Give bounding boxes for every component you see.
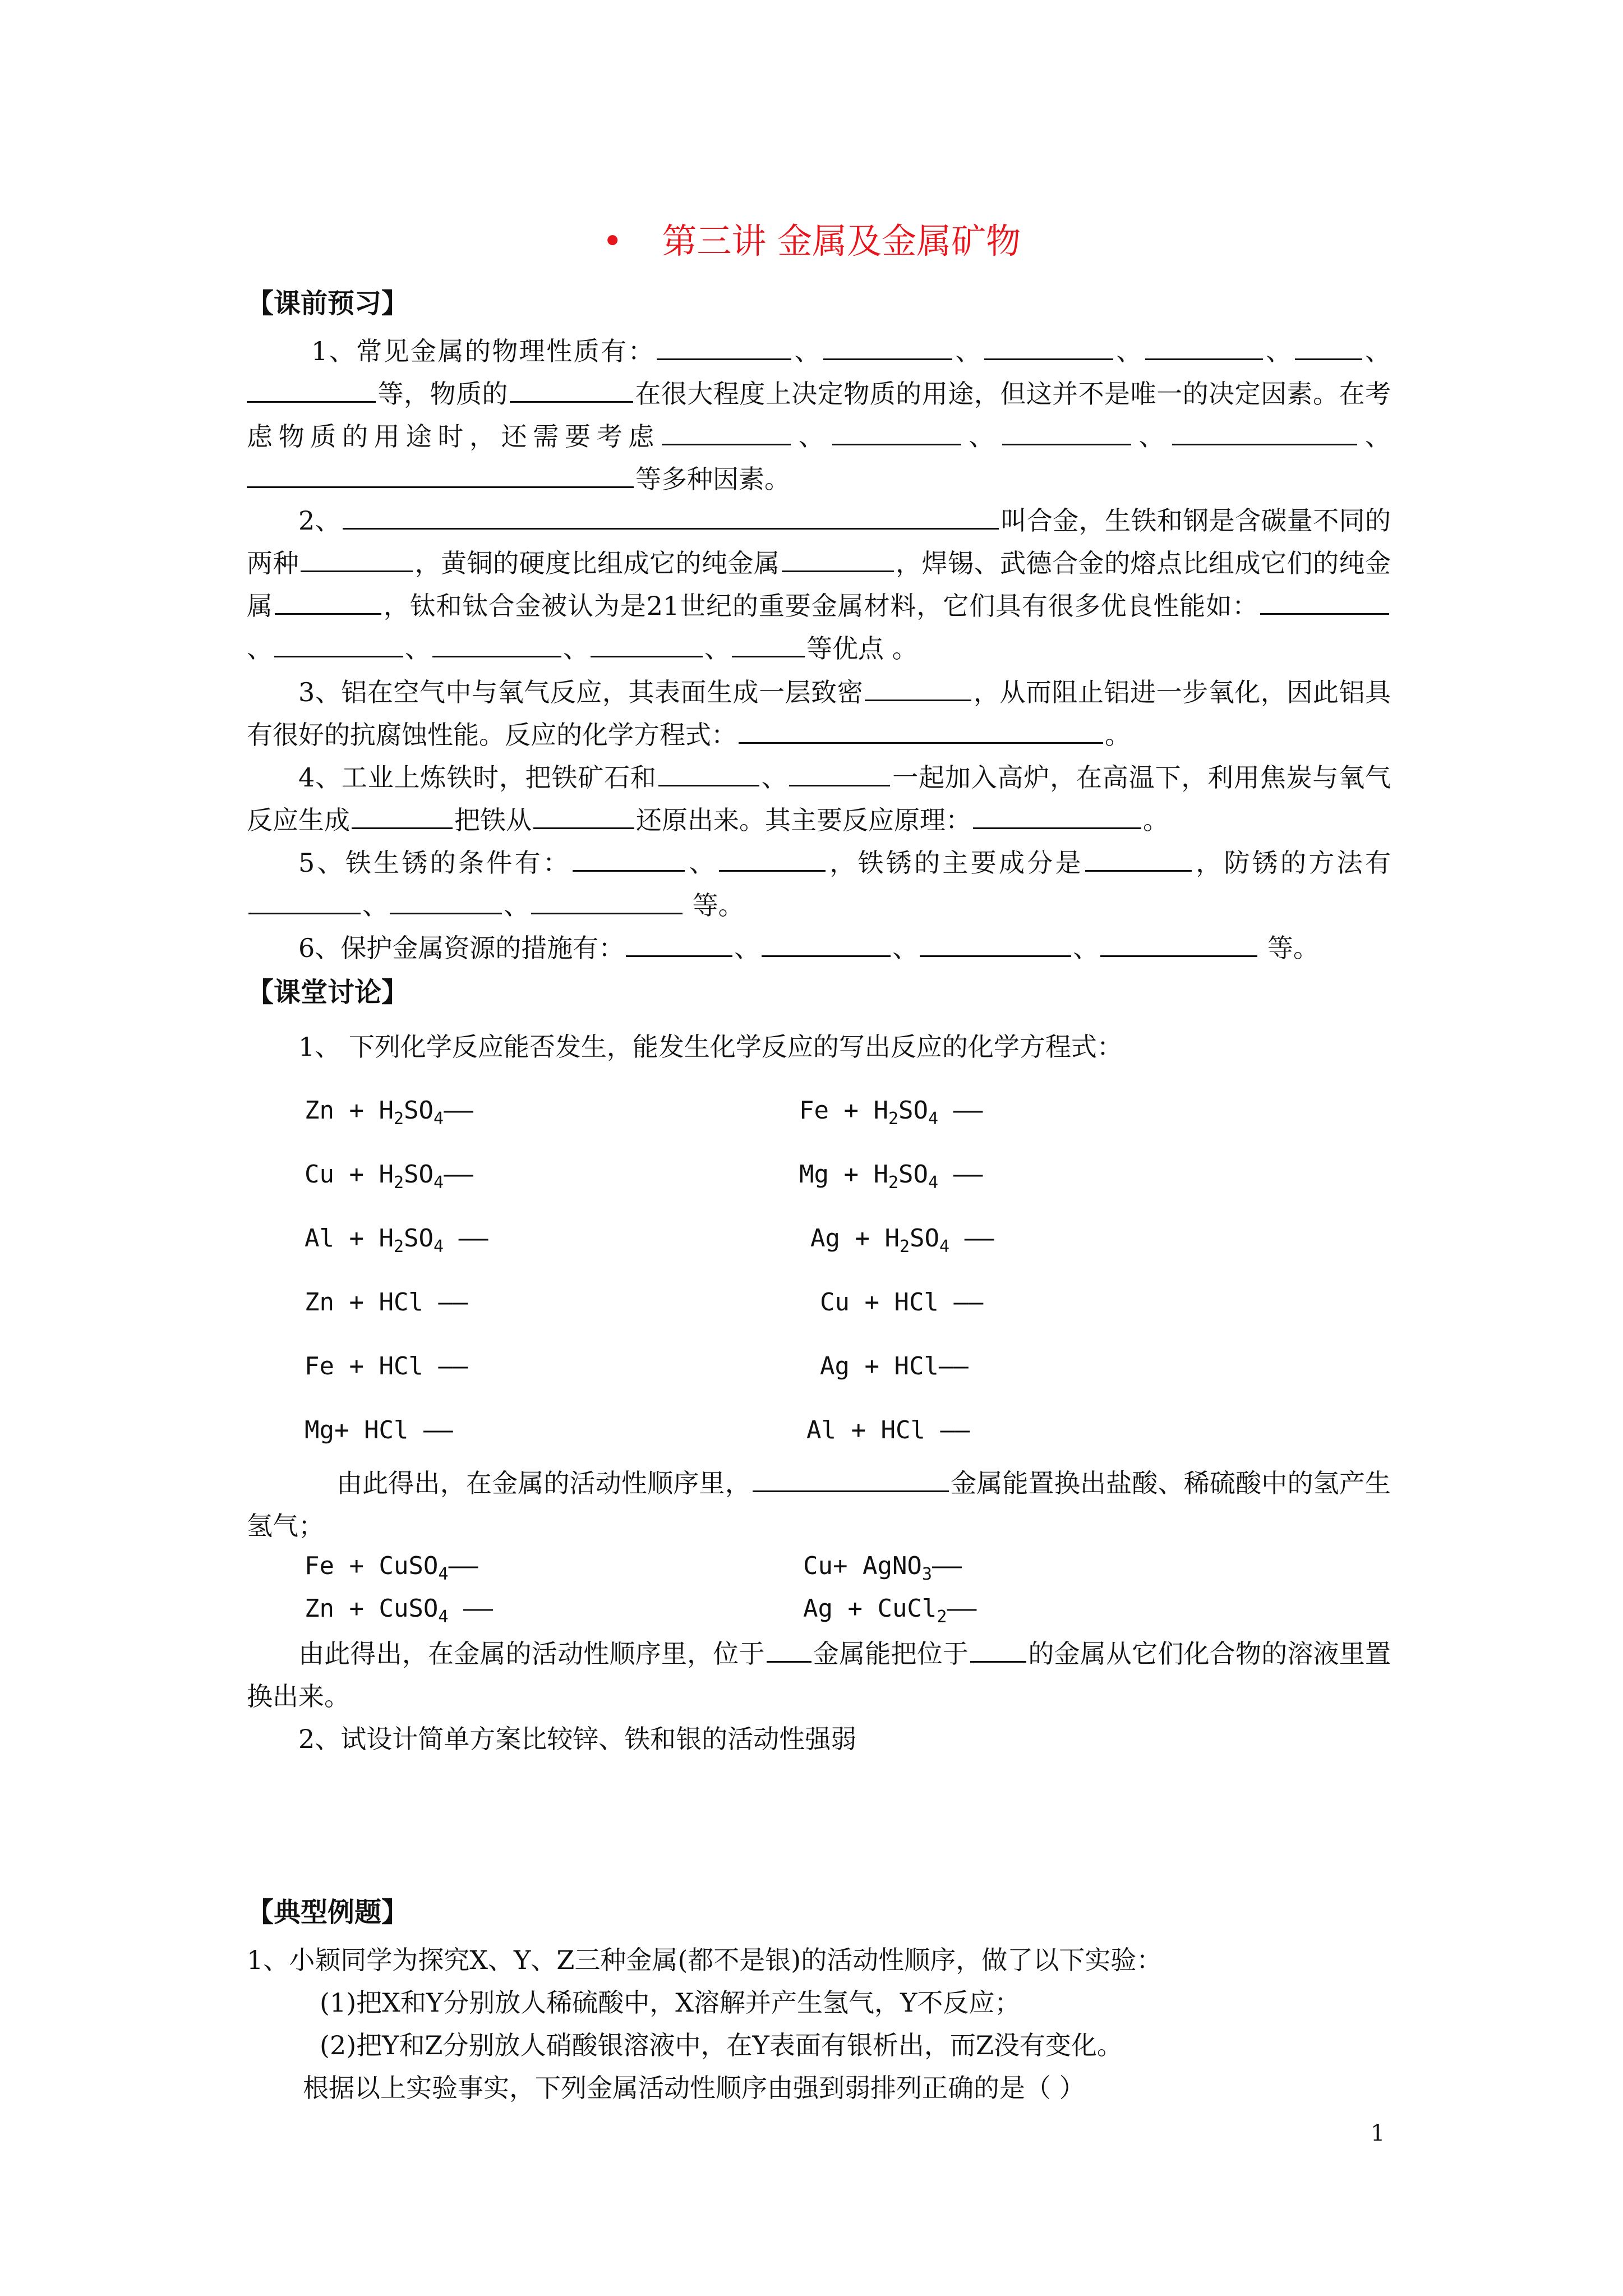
blank[interactable] xyxy=(1295,330,1362,360)
blank[interactable] xyxy=(984,330,1113,360)
blank[interactable] xyxy=(782,542,894,572)
reaction-equation: Zn + CuSO$_4$ —— xyxy=(305,1594,493,1627)
reaction-equation: $Mg + H_2SO_4$ —— xyxy=(799,1160,983,1193)
blank[interactable] xyxy=(1100,927,1257,957)
blank[interactable] xyxy=(591,628,703,657)
text-segment: 由此得出，在金属的活动性顺序里， xyxy=(336,1468,751,1498)
preview-question-1: 1、常见金属的物理性质有： 、 、 、 、 、等，物质的 在很大程度上决定物质的用途，但这并不是唯一的决定因素。在考虑物质的用途时，还需要考虑 、 、 、 、等多种因素。 xyxy=(247,330,1391,500)
blank[interactable] xyxy=(432,628,561,657)
text-segment: 等。 xyxy=(684,890,744,921)
blank[interactable] xyxy=(531,885,683,914)
reaction-equation: Zn + HCl —— xyxy=(305,1288,468,1317)
text-segment: 把铁从 xyxy=(454,805,532,835)
blank[interactable] xyxy=(970,1633,1026,1663)
page-number: 1 xyxy=(1371,2120,1385,2146)
preview-question-3 xyxy=(247,671,1391,756)
blank[interactable] xyxy=(657,330,791,360)
preview-question-4: 4、工业上炼铁时，把铁矿石和 、 一起加入高炉，在高温下，利用焦炭与氧气反应生成 把铁从 还原出来。其主要反应原理： 。 xyxy=(247,756,1391,841)
blank[interactable] xyxy=(920,927,1071,957)
blank[interactable] xyxy=(719,842,826,872)
blank[interactable] xyxy=(658,757,759,786)
section-preview-heading: 【课前预习】 xyxy=(247,288,409,319)
blank[interactable] xyxy=(1145,330,1263,360)
blank[interactable] xyxy=(973,799,1141,829)
blank[interactable] xyxy=(301,542,413,572)
blank[interactable] xyxy=(510,373,633,403)
text-segment: 5、铁生锈的条件有： xyxy=(298,848,571,878)
blank[interactable] xyxy=(390,885,502,914)
text-segment: 还原出来。其主要反应原理： xyxy=(636,805,971,835)
text-segment: 等多种因素。 xyxy=(635,464,790,494)
blank[interactable] xyxy=(533,799,634,829)
blank[interactable] xyxy=(352,799,453,829)
reaction-equation: $Ag + H_2SO_4$ —— xyxy=(810,1224,994,1257)
blank[interactable] xyxy=(832,416,961,445)
text-segment: 6、保护金属资源的措施有： xyxy=(298,933,625,963)
blank[interactable] xyxy=(865,671,971,701)
title-text: 第三讲 金属及金属矿物 xyxy=(662,220,1021,261)
reaction-equation: Ag + HCl—— xyxy=(820,1352,969,1381)
blank[interactable] xyxy=(823,330,952,360)
text-segment: 的金属从它们化合物的溶液里置换出来。 xyxy=(247,1639,1391,1711)
text-segment: 等。 xyxy=(1259,933,1319,963)
reaction-equation: Fe + CuSO$_4$—— xyxy=(305,1552,478,1584)
blank[interactable] xyxy=(343,500,999,530)
discussion-question-1: 1、 下列化学反应能否发生，能发生化学反应的写出反应的化学方程式： xyxy=(298,1032,1123,1062)
blank[interactable] xyxy=(1172,416,1357,445)
text-segment: ，黄铜的硬度比组成它的纯金属 xyxy=(414,548,780,578)
blank[interactable] xyxy=(662,416,791,445)
blank[interactable] xyxy=(573,842,685,872)
blank[interactable] xyxy=(275,585,381,615)
example-question-prompt: 根据以上实验事实，下列金属活动性顺序由强到弱排列正确的是（ ） xyxy=(303,2073,1085,2103)
reaction-equation: $Cu + H_2SO_4——$ xyxy=(305,1160,474,1193)
blank[interactable] xyxy=(1260,585,1389,615)
text-segment: 等优点 。 xyxy=(806,633,918,664)
reaction-equation: Al + HCl —— xyxy=(806,1416,970,1444)
text-segment: 2、 xyxy=(298,505,342,536)
section-examples-heading: 【典型例题】 xyxy=(247,1897,409,1928)
text-segment: 金属能置换出盐酸、稀硫酸中的氢产生氢气； xyxy=(247,1468,1391,1541)
blank[interactable] xyxy=(626,927,732,957)
example-question-1: 1、小颖同学为探究X、Y、Z三种金属(都不是银)的活动性顺序，做了以下实验： xyxy=(247,1945,1163,1975)
reaction-equation: Cu + HCl —— xyxy=(820,1288,984,1317)
example-step-1: (1)把X和Y分别放人稀硫酸中，X溶解并产生氢气，Y不反应； xyxy=(320,1987,1021,2018)
blank[interactable] xyxy=(274,628,403,657)
text-segment: ，铁锈的主要成分是 xyxy=(827,848,1083,878)
blank[interactable] xyxy=(732,628,805,657)
reaction-equation: Mg+ HCl —— xyxy=(305,1416,453,1444)
text-segment: ，钛和钛合金被认为是21世纪的重要金属材料，它们具有很多优良性能如： xyxy=(382,591,1258,621)
reaction-equation: Ag + CuCl$_2$—— xyxy=(803,1594,977,1627)
reaction-equation: Cu+ AgNO$_3$—— xyxy=(803,1552,962,1584)
text-segment: 一起加入高炉，在高温下，利用焦炭与氧气反应生成 xyxy=(247,762,1391,835)
blank[interactable] xyxy=(753,1462,949,1492)
blank[interactable] xyxy=(1002,416,1131,445)
blank[interactable] xyxy=(789,757,890,786)
text-segment: 3、铝在空气中与氧气反应，其表面生成一层致密 xyxy=(298,677,864,707)
text-segment: 。 xyxy=(1105,720,1131,750)
discussion-conclusion-1 xyxy=(247,1462,1391,1547)
text-segment: ，从而阻止铝进一步氧化，因此铝具有很好的抗腐蚀性能。反应的化学方程式： xyxy=(247,677,1391,750)
discussion-question-2: 2、试设计简单方案比较锌、铁和银的活动性强弱 xyxy=(298,1724,857,1754)
title-bullet: • xyxy=(602,220,623,261)
reaction-equation: $Zn + H_2SO_4——$ xyxy=(305,1096,474,1129)
text-segment: 4、工业上炼铁时，把铁矿石和 xyxy=(298,762,657,793)
preview-question-2: 2、 叫合金，生铁和钢是含碳量不同的两种 ，黄铜的硬度比组成它的纯金属 ，焊锡、武德合金的熔点比组成它们的纯金属 ，钛和钛合金被认为是21世纪的重要金属材料，它们具有很多优良性能如：、 、 、 、 等优点 。 xyxy=(247,499,1391,670)
text-segment: 。 xyxy=(1143,805,1169,835)
text-segment: ，防锈的方法有 xyxy=(1193,848,1391,878)
blank[interactable] xyxy=(739,714,1103,744)
text-segment: ，焊锡、武德合金的熔点比组成它们的纯金属 xyxy=(247,548,1391,621)
blank[interactable] xyxy=(767,1633,811,1663)
preview-question-6: 6、保护金属资源的措施有： 、 、 、 等。 xyxy=(247,927,1391,969)
blank[interactable] xyxy=(248,885,361,914)
blank[interactable] xyxy=(762,927,891,957)
text-segment: 1、常见金属的物理性质有： xyxy=(311,336,656,366)
text-segment: 由此得出，在金属的活动性顺序里，位于 xyxy=(298,1639,765,1669)
blank[interactable] xyxy=(247,458,634,488)
discussion-conclusion-2 xyxy=(247,1632,1391,1718)
reaction-equation: Fe + HCl —— xyxy=(305,1352,468,1381)
reaction-equation: $Fe + H_2SO_4$ —— xyxy=(799,1096,983,1129)
blank[interactable] xyxy=(1085,842,1192,872)
page-title xyxy=(0,216,1623,266)
reaction-equation: $Al + H_2SO_4$ —— xyxy=(305,1224,488,1257)
text-segment: 金属能把位于 xyxy=(813,1639,969,1669)
example-step-2: (2)把Y和Z分别放人硝酸银溶液中，在Y表面有银析出，而Z没有变化。 xyxy=(320,2030,1123,2060)
blank[interactable] xyxy=(247,373,376,403)
text-segment: 等，物质的 xyxy=(377,379,508,409)
text-segment: 在很大程度上决定物质的用途，但这并不是唯一的决定因素。在考虑物质的用途时，还需要考虑 xyxy=(247,379,1391,452)
preview-question-5: 5、铁生锈的条件有： 、 ，铁锈的主要成分是 ，防锈的方法有、 、 等。 xyxy=(247,841,1391,927)
section-discussion-heading: 【课堂讨论】 xyxy=(247,977,409,1008)
text-segment: 叫合金，生铁和钢是含碳量不同的两种 xyxy=(247,505,1391,578)
